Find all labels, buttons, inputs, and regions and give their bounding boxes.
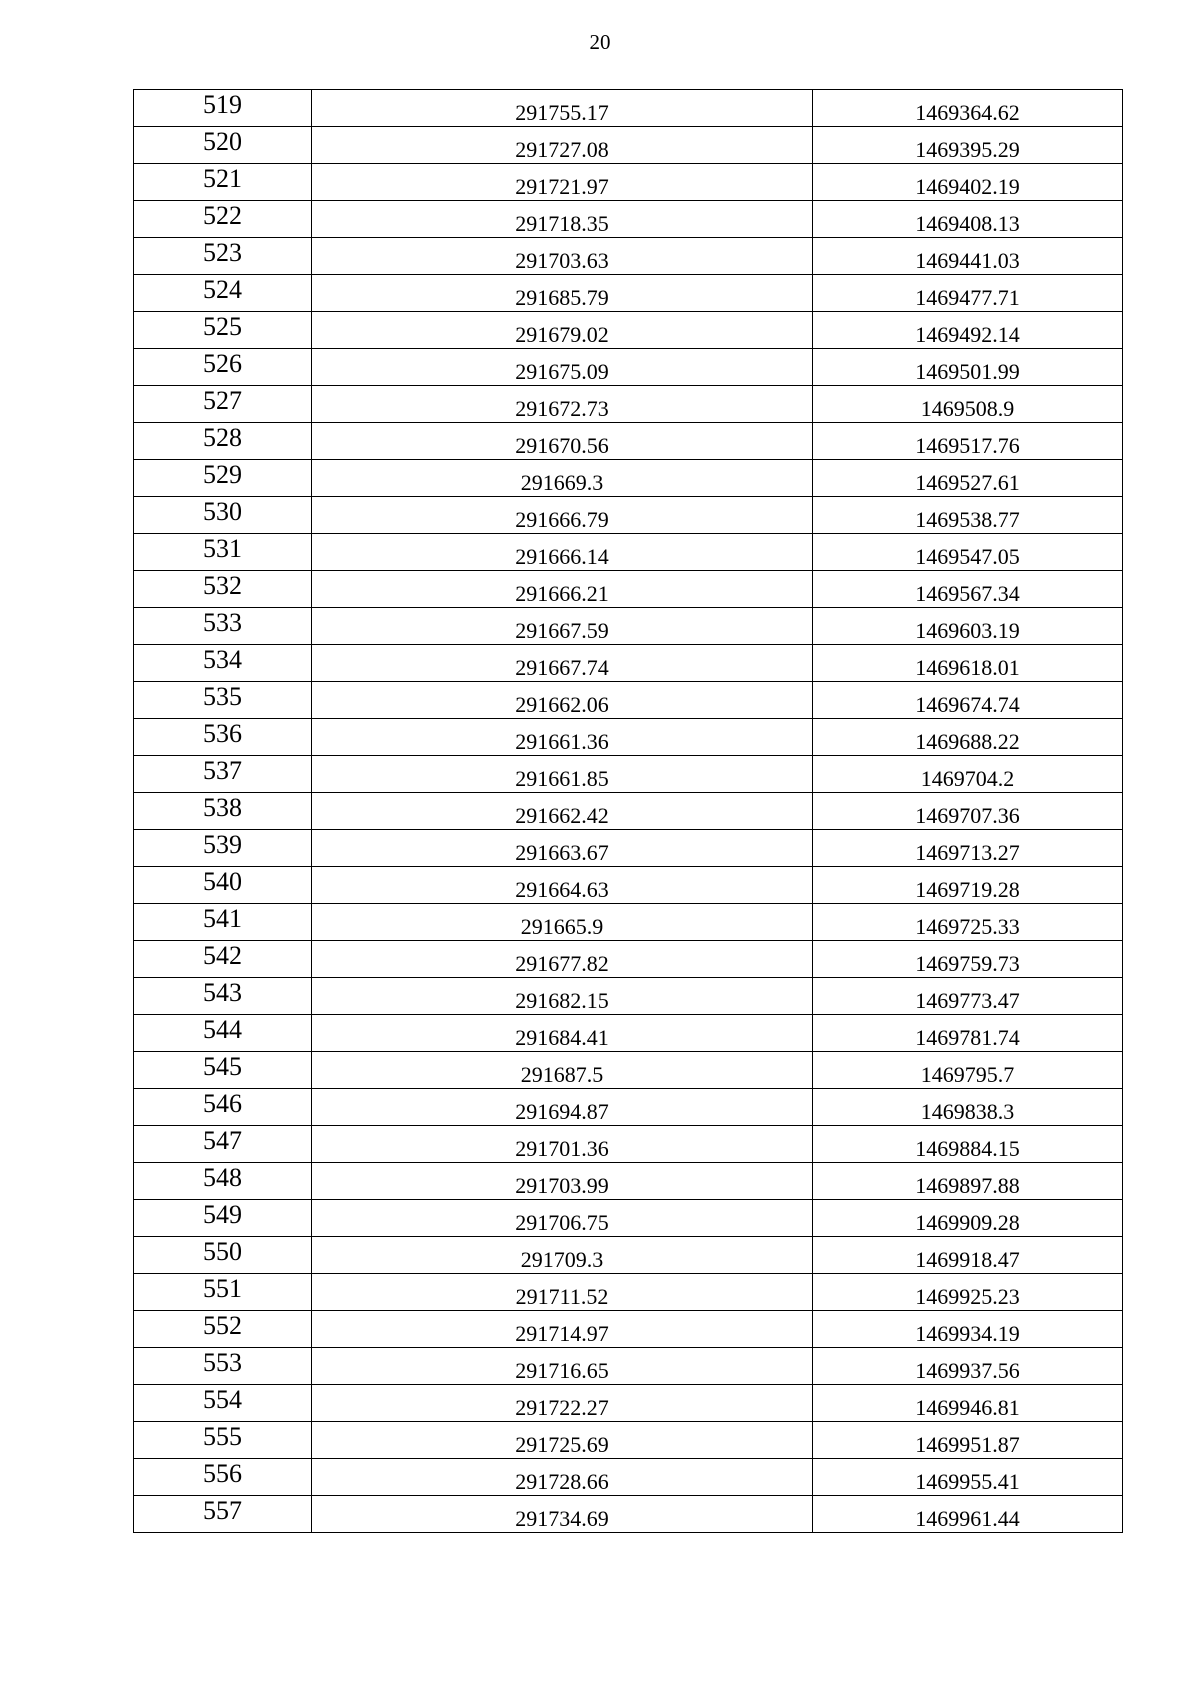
y-coordinate-cell: 1469704.2 bbox=[813, 756, 1123, 793]
table-row bbox=[134, 1015, 1123, 1052]
point-number-cell: 545 bbox=[134, 1052, 312, 1089]
point-number-cell: 557 bbox=[134, 1496, 312, 1533]
table-row bbox=[134, 941, 1123, 978]
table-row bbox=[134, 1163, 1123, 1200]
table-row bbox=[134, 201, 1123, 238]
x-coordinate-cell: 291728.66 bbox=[312, 1459, 813, 1496]
table-row bbox=[134, 904, 1123, 941]
point-number-cell: 525 bbox=[134, 312, 312, 349]
page-number: 20 bbox=[589, 30, 611, 54]
table-row bbox=[134, 312, 1123, 349]
point-number-cell: 535 bbox=[134, 682, 312, 719]
x-coordinate-cell: 291709.3 bbox=[312, 1237, 813, 1274]
table-row bbox=[134, 164, 1123, 201]
coordinates-table bbox=[133, 89, 1123, 1533]
x-coordinate-cell: 291703.99 bbox=[312, 1163, 813, 1200]
x-coordinate-cell: 291711.52 bbox=[312, 1274, 813, 1311]
y-coordinate-cell: 1469501.99 bbox=[813, 349, 1123, 386]
y-coordinate-cell: 1469925.23 bbox=[813, 1274, 1123, 1311]
y-coordinate-cell: 1469725.33 bbox=[813, 904, 1123, 941]
y-coordinate-cell: 1469884.15 bbox=[813, 1126, 1123, 1163]
point-number-cell: 555 bbox=[134, 1422, 312, 1459]
x-coordinate-cell: 291706.75 bbox=[312, 1200, 813, 1237]
x-coordinate-cell: 291669.3 bbox=[312, 460, 813, 497]
x-coordinate-cell: 291665.9 bbox=[312, 904, 813, 941]
x-coordinate-cell: 291734.69 bbox=[312, 1496, 813, 1533]
y-coordinate-cell: 1469918.47 bbox=[813, 1237, 1123, 1274]
point-number-cell: 521 bbox=[134, 164, 312, 201]
table-row bbox=[134, 1089, 1123, 1126]
y-coordinate-cell: 1469538.77 bbox=[813, 497, 1123, 534]
y-coordinate-cell: 1469795.7 bbox=[813, 1052, 1123, 1089]
table-row bbox=[134, 1200, 1123, 1237]
x-coordinate-cell: 291677.82 bbox=[312, 941, 813, 978]
point-number-cell: 529 bbox=[134, 460, 312, 497]
point-number-cell: 528 bbox=[134, 423, 312, 460]
y-coordinate-cell: 1469477.71 bbox=[813, 275, 1123, 312]
point-number-cell: 526 bbox=[134, 349, 312, 386]
table-row bbox=[134, 90, 1123, 127]
table-row bbox=[134, 682, 1123, 719]
point-number-cell: 553 bbox=[134, 1348, 312, 1385]
y-coordinate-cell: 1469707.36 bbox=[813, 793, 1123, 830]
y-coordinate-cell: 1469517.76 bbox=[813, 423, 1123, 460]
x-coordinate-cell: 291679.02 bbox=[312, 312, 813, 349]
y-coordinate-cell: 1469408.13 bbox=[813, 201, 1123, 238]
y-coordinate-cell: 1469713.27 bbox=[813, 830, 1123, 867]
y-coordinate-cell: 1469674.74 bbox=[813, 682, 1123, 719]
x-coordinate-cell: 291662.06 bbox=[312, 682, 813, 719]
x-coordinate-cell: 291721.97 bbox=[312, 164, 813, 201]
point-number-cell: 544 bbox=[134, 1015, 312, 1052]
table-row bbox=[134, 719, 1123, 756]
table-row bbox=[134, 645, 1123, 682]
point-number-cell: 538 bbox=[134, 793, 312, 830]
table-row bbox=[134, 1311, 1123, 1348]
table-row bbox=[134, 1237, 1123, 1274]
x-coordinate-cell: 291667.59 bbox=[312, 608, 813, 645]
table-row bbox=[134, 756, 1123, 793]
y-coordinate-cell: 1469773.47 bbox=[813, 978, 1123, 1015]
x-coordinate-cell: 291701.36 bbox=[312, 1126, 813, 1163]
y-coordinate-cell: 1469955.41 bbox=[813, 1459, 1123, 1496]
table-row bbox=[134, 497, 1123, 534]
y-coordinate-cell: 1469492.14 bbox=[813, 312, 1123, 349]
y-coordinate-cell: 1469618.01 bbox=[813, 645, 1123, 682]
point-number-cell: 533 bbox=[134, 608, 312, 645]
x-coordinate-cell: 291718.35 bbox=[312, 201, 813, 238]
x-coordinate-cell: 291687.5 bbox=[312, 1052, 813, 1089]
table-row bbox=[134, 1496, 1123, 1533]
y-coordinate-cell: 1469603.19 bbox=[813, 608, 1123, 645]
point-number-cell: 524 bbox=[134, 275, 312, 312]
point-number-cell: 520 bbox=[134, 127, 312, 164]
x-coordinate-cell: 291666.14 bbox=[312, 534, 813, 571]
point-number-cell: 523 bbox=[134, 238, 312, 275]
y-coordinate-cell: 1469567.34 bbox=[813, 571, 1123, 608]
coordinates-table-body bbox=[134, 90, 1123, 1533]
y-coordinate-cell: 1469395.29 bbox=[813, 127, 1123, 164]
point-number-cell: 546 bbox=[134, 1089, 312, 1126]
point-number-cell: 536 bbox=[134, 719, 312, 756]
point-number-cell: 543 bbox=[134, 978, 312, 1015]
point-number-cell: 537 bbox=[134, 756, 312, 793]
point-number-cell: 539 bbox=[134, 830, 312, 867]
x-coordinate-cell: 291703.63 bbox=[312, 238, 813, 275]
table-row bbox=[134, 386, 1123, 423]
table-row bbox=[134, 534, 1123, 571]
point-number-cell: 531 bbox=[134, 534, 312, 571]
point-number-cell: 542 bbox=[134, 941, 312, 978]
y-coordinate-cell: 1469688.22 bbox=[813, 719, 1123, 756]
x-coordinate-cell: 291661.36 bbox=[312, 719, 813, 756]
table-row bbox=[134, 793, 1123, 830]
y-coordinate-cell: 1469508.9 bbox=[813, 386, 1123, 423]
table-row bbox=[134, 1052, 1123, 1089]
point-number-cell: 556 bbox=[134, 1459, 312, 1496]
x-coordinate-cell: 291664.63 bbox=[312, 867, 813, 904]
table-row bbox=[134, 1385, 1123, 1422]
table-row bbox=[134, 608, 1123, 645]
table-row bbox=[134, 238, 1123, 275]
point-number-cell: 530 bbox=[134, 497, 312, 534]
table-row bbox=[134, 1459, 1123, 1496]
y-coordinate-cell: 1469527.61 bbox=[813, 460, 1123, 497]
point-number-cell: 527 bbox=[134, 386, 312, 423]
table-row bbox=[134, 830, 1123, 867]
y-coordinate-cell: 1469781.74 bbox=[813, 1015, 1123, 1052]
y-coordinate-cell: 1469838.3 bbox=[813, 1089, 1123, 1126]
point-number-cell: 541 bbox=[134, 904, 312, 941]
x-coordinate-cell: 291672.73 bbox=[312, 386, 813, 423]
x-coordinate-cell: 291684.41 bbox=[312, 1015, 813, 1052]
table-row bbox=[134, 571, 1123, 608]
point-number-cell: 547 bbox=[134, 1126, 312, 1163]
y-coordinate-cell: 1469937.56 bbox=[813, 1348, 1123, 1385]
y-coordinate-cell: 1469402.19 bbox=[813, 164, 1123, 201]
table-row bbox=[134, 349, 1123, 386]
point-number-cell: 532 bbox=[134, 571, 312, 608]
x-coordinate-cell: 291670.56 bbox=[312, 423, 813, 460]
point-number-cell: 540 bbox=[134, 867, 312, 904]
x-coordinate-cell: 291666.79 bbox=[312, 497, 813, 534]
point-number-cell: 550 bbox=[134, 1237, 312, 1274]
table-row bbox=[134, 1274, 1123, 1311]
point-number-cell: 552 bbox=[134, 1311, 312, 1348]
point-number-cell: 551 bbox=[134, 1274, 312, 1311]
y-coordinate-cell: 1469897.88 bbox=[813, 1163, 1123, 1200]
table-row bbox=[134, 460, 1123, 497]
table-row bbox=[134, 978, 1123, 1015]
table-row bbox=[134, 867, 1123, 904]
y-coordinate-cell: 1469441.03 bbox=[813, 238, 1123, 275]
point-number-cell: 548 bbox=[134, 1163, 312, 1200]
y-coordinate-cell: 1469946.81 bbox=[813, 1385, 1123, 1422]
point-number-cell: 519 bbox=[134, 90, 312, 127]
x-coordinate-cell: 291662.42 bbox=[312, 793, 813, 830]
x-coordinate-cell: 291716.65 bbox=[312, 1348, 813, 1385]
x-coordinate-cell: 291682.15 bbox=[312, 978, 813, 1015]
x-coordinate-cell: 291714.97 bbox=[312, 1311, 813, 1348]
y-coordinate-cell: 1469934.19 bbox=[813, 1311, 1123, 1348]
y-coordinate-cell: 1469951.87 bbox=[813, 1422, 1123, 1459]
point-number-cell: 534 bbox=[134, 645, 312, 682]
point-number-cell: 549 bbox=[134, 1200, 312, 1237]
x-coordinate-cell: 291663.67 bbox=[312, 830, 813, 867]
y-coordinate-cell: 1469364.62 bbox=[813, 90, 1123, 127]
y-coordinate-cell: 1469961.44 bbox=[813, 1496, 1123, 1533]
x-coordinate-cell: 291667.74 bbox=[312, 645, 813, 682]
point-number-cell: 554 bbox=[134, 1385, 312, 1422]
table-row bbox=[134, 275, 1123, 312]
point-number-cell: 522 bbox=[134, 201, 312, 238]
x-coordinate-cell: 291725.69 bbox=[312, 1422, 813, 1459]
y-coordinate-cell: 1469909.28 bbox=[813, 1200, 1123, 1237]
table-row bbox=[134, 1126, 1123, 1163]
x-coordinate-cell: 291722.27 bbox=[312, 1385, 813, 1422]
x-coordinate-cell: 291694.87 bbox=[312, 1089, 813, 1126]
x-coordinate-cell: 291755.17 bbox=[312, 90, 813, 127]
table-row bbox=[134, 1348, 1123, 1385]
table-row bbox=[134, 1422, 1123, 1459]
x-coordinate-cell: 291661.85 bbox=[312, 756, 813, 793]
table-row bbox=[134, 127, 1123, 164]
y-coordinate-cell: 1469547.05 bbox=[813, 534, 1123, 571]
x-coordinate-cell: 291685.79 bbox=[312, 275, 813, 312]
x-coordinate-cell: 291727.08 bbox=[312, 127, 813, 164]
x-coordinate-cell: 291675.09 bbox=[312, 349, 813, 386]
y-coordinate-cell: 1469759.73 bbox=[813, 941, 1123, 978]
x-coordinate-cell: 291666.21 bbox=[312, 571, 813, 608]
table-row bbox=[134, 423, 1123, 460]
y-coordinate-cell: 1469719.28 bbox=[813, 867, 1123, 904]
